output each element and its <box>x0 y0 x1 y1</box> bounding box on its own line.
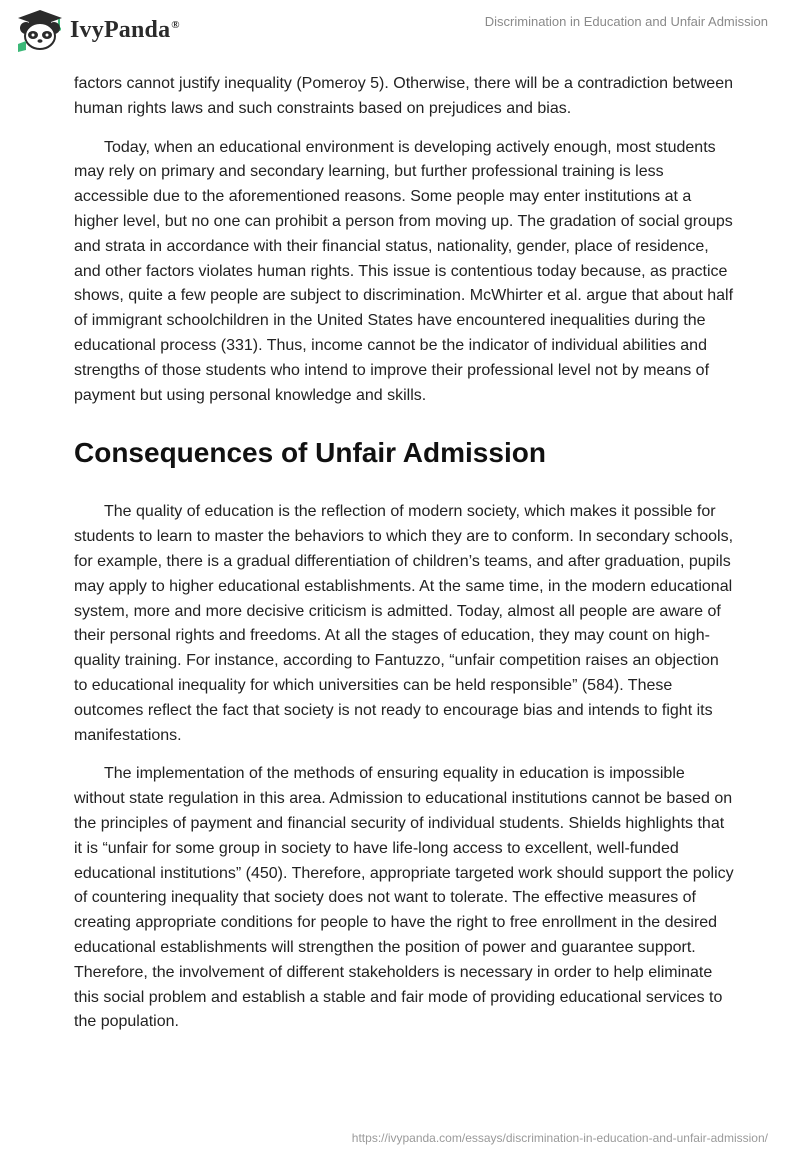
paragraph-2: Today, when an educational environment is developing actively enough, most students may rely on primary and secondary learning, but further professional training is less accessible due to the aforementioned reasons. Some people may enter institutions at a higher level, but no one can prohibit a person from moving up. The gradation of social groups and strata in accordance with their financial status, nationality, gender, place of residence, and other factors violates human rights. This issue is contentious today because, as practice shows, quite a few people are subject to discrimination. McWhirter et al. argue that about half of immigrant schoolchildren in the United States have encountered inequalities during the educational process (331). Thus, income cannot be the indicator of individual abilities and strengths of those students who intend to improve their professional level not by means of payment but using personal knowledge and skills. <box>74 138 734 404</box>
panda-graduate-icon <box>16 8 64 52</box>
paragraph-continued: factors cannot justify inequality (Pomeroy 5). Otherwise, there will be a contradiction between human rights laws and such constraints based on prejudices and bias. <box>74 75 733 117</box>
page-header <box>0 0 800 60</box>
brand-name: IvyPanda® <box>70 16 180 43</box>
section-heading: Consequences of Unfair Admission <box>74 437 546 469</box>
brand-logo[interactable] <box>16 8 180 52</box>
paragraph-3: The quality of education is the reflection of modern society, which makes it possible for students to learn to master the behaviors to which they are to conform. In secondary schools, for example, there is a gradual differentiation of children’s teams, and after graduation, pupils may apply to higher educational establishments. At the same time, in the modern educational system, more and more decisive criticism is admitted. Today, almost all people are aware of their personal rights and freedoms. At all the stages of education, they may count on high-quality training. For instance, according to Fantuzzo, “unfair competition raises an objection to educational inequality for which universities can be held responsible” (584). These outcomes reflect the fact that society is not ready to encourage bias and intends to fight its manifestations. <box>74 503 734 744</box>
essay-content <box>74 72 734 1049</box>
paragraph-4: The implementation of the methods of ensuring equality in education is impossible without state regulation in this area. Admission to educational institutions cannot be based on the principles of payment and financial security of individual students. Shields highlights that it is “unfair for some group in society to have life-long access to excellent, well-funded educational institutions” (450). Therefore, appropriate targeted work should support the policy of countering inequality that society does not want to tolerate. The effective measures of creating appropriate conditions for people to have the right to free enrollment in the desired educational establishments will strengthen the position of power and guarantee support. Therefore, the involvement of different stakeholders is necessary in order to help eliminate this social problem and establish a stable and fair mode of providing educational services to the population. <box>74 765 734 1031</box>
footer-url[interactable]: https://ivypanda.com/essays/discrimination-in-education-and-unfair-admission/ <box>351 1131 768 1145</box>
document-title: Discrimination in Education and Unfair Admission <box>484 14 768 29</box>
